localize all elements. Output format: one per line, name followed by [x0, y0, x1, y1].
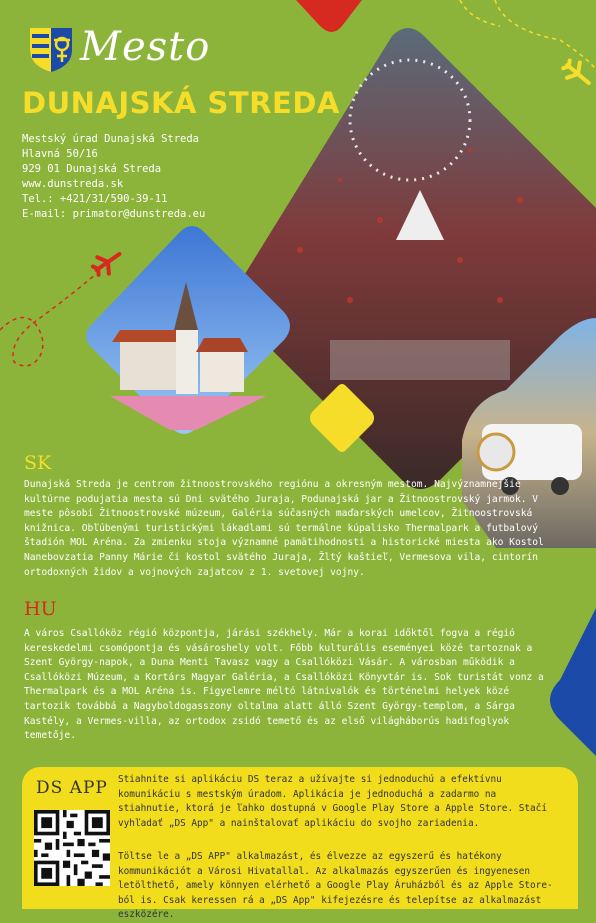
qr-code[interactable]: [34, 810, 110, 886]
airplane-icon: [560, 57, 595, 91]
phone-number[interactable]: Tel.: +421/31/590-39-11: [22, 193, 168, 205]
airplane-icon: [90, 246, 125, 279]
hu-description: A város Csallóköz régió központja, járási székhely. Már a korai időktől fogva a régió kereskedelmi csomópontja és vásároshely volt. Főbb kulturális eseményei közé tartoznak a Szent György-napok, a Duna Menti Tavasz vagy a Csallóközi Vásár. A városban működik a Csallóközi Múzeum, a Kortárs Magyar Galéria, a Csallóközi Könyvtár is. Sok turistát vonz a Thermalpark és a MOL Aréna is. Figyelemre méltó látnivalók és történelmi helyek közé tartozik továbbá a Nagyboldogasszony oltalma alatt álló Szent György-templom, a Sárga Kastély, a Vermes-villa, az ortodox zsidó temető és az első világháborús hadifoglyok temetője.: [24, 628, 544, 742]
city-crest-logo: [28, 26, 74, 72]
contact-block: [22, 132, 205, 222]
dashed-flight-path: [0, 274, 96, 366]
city-name-title: DUNAJSKÁ STREDA: [22, 86, 340, 120]
street-address: Hlavná 50/16: [22, 148, 98, 160]
blue-corner-shape: [550, 608, 596, 756]
office-name: Mestský úrad Dunajská Streda: [22, 133, 200, 145]
dashed-arc: [460, 0, 500, 26]
app-title: DS APP: [36, 778, 108, 798]
script-title: Mesto: [80, 24, 211, 70]
app-hu-text: Töltse le a „DS APP" alkalmazást, és élvezze az egyszerű és hatékony kommunikációt a Városi Hivatallal. Az alkalmazás egyszerűen és ingyenesen letölthető, amely könnyen elérhető a Google Play Áruházból és az Apple Store-ból is. Csak keressen rá a „DS App" kifejezésre és telepítse az alkalmazást eszközére.: [118, 851, 553, 921]
hu-heading: HU: [24, 598, 57, 620]
sk-heading: SK: [24, 452, 52, 474]
app-sk-text: Stiahnite si aplikáciu DS teraz a užívajte si jednoduchú a efektívnu komunikáciu s mestským úradom. Aplikácia je jednoduchá a zadarmo na stiahnutie, ktorá je ľahko dostupná v Google Play Store a Apple Store. Stačí vyhľadať „DS App" a nainštalovať aplikáciu do svojho zariadenia.: [118, 774, 547, 829]
email-link[interactable]: E-mail: primator@dunstreda.eu: [22, 208, 206, 220]
red-corner-shape: [296, 0, 362, 32]
dashed-arc: [495, 0, 596, 70]
postal-address: 929 01 Dunajská Streda: [22, 163, 162, 175]
website-link[interactable]: www.dunstreda.sk: [22, 178, 124, 190]
sk-description: Dunajská Streda je centrom žitnoostrovského regiónu a okresným mestom. Najvýznamnejšie kultúrne podujatia mesta sú Dni svätého Juraja, Podunajská jar a Žitnoostrovský jarmok. V meste pôsobí Žitnoostrovské múzeum, Galéria súčasných maďarských umelcov, Žitnoostrovská knižnica. Obľúbenými turistickými lákadlami sú termálne kúpalisko Thermalpark a futbalový štadión MOL Aréna. Za zmienku stoja významné pamätihodnosti a historické miesta ako Kostol Nanebovzatia Panny Márie či kostol svätého Juraja, Žltý kaštieľ, Vermesova vila, cintorín ortodoxných židov a vojnových zajatcov z 1. svetovej vojny.: [24, 479, 544, 578]
